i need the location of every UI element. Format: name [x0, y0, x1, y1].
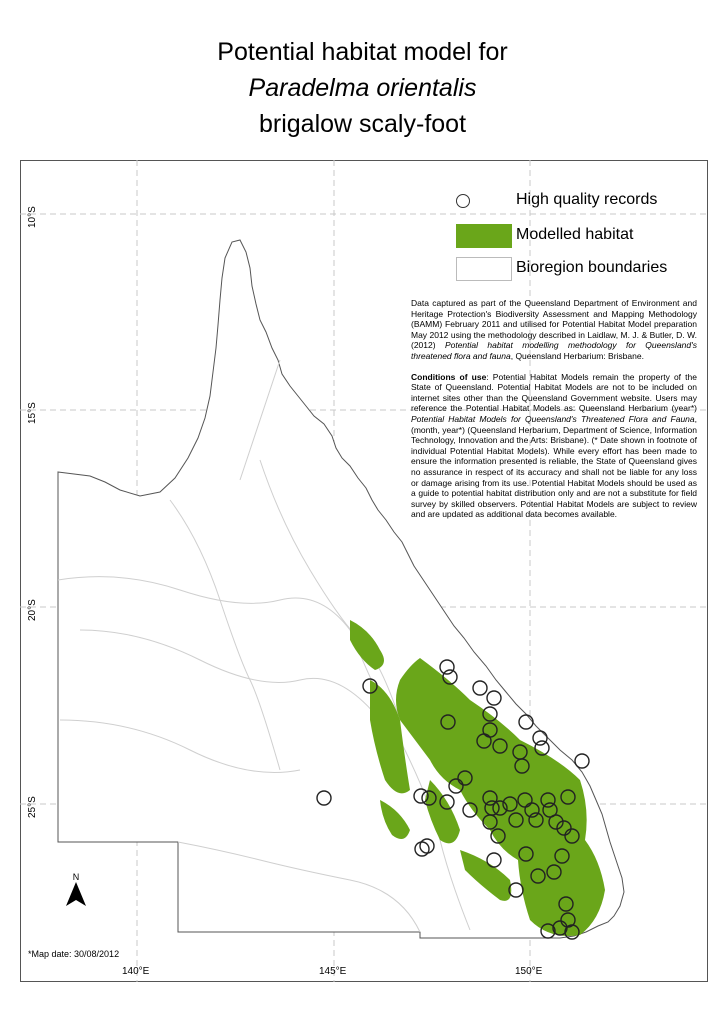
map-title: [0, 34, 725, 142]
map-canvas[interactable]: [20, 160, 708, 982]
boundary-swatch: [456, 257, 512, 281]
lon-label-145: 145°E: [319, 966, 347, 977]
conditions-of-use: Conditions of use: Potential Habitat Models remain the property of the State of Queensland. Potential Habitat Models are not to be included on internet sites other than the Queensland Government website. Users may reference the Potential Habitat Models as: Queensland Herbarium (year*) Potential Habitat Models for Queensland's Threatened Flora and Fauna, (month, year*) (Queensland Herbarium, Department of Science, Information Technology, Innovation and the Arts: Brisbane). (* Date shown in footnote of individual Potential Habitat Models). While every effort has been made to ensure the information presented is reliable, the State of Queensland gives no assurance in respect of its accuracy and shall not be liable for any loss or damage arising from its use. Potential Habitat Models should be used as a guide to potential habitat distribution only and are not a substitute for field survey by skilled observers. Potential Habitat Models are subject to review and are updated as additional data becomes available.: [411, 371, 697, 520]
legend-records-label: High quality records: [516, 191, 658, 208]
map-date: *Map date: 30/08/2012: [28, 949, 120, 959]
lat-label-10: 10°S: [27, 206, 38, 228]
title-line-1: Potential habitat model for: [217, 38, 508, 66]
data-source-note: Data captured as part of the Queensland Department of Environment and Heritage Protection's Biodiversity Assessment and Mapping Methodology (BAMM) February 2011 and utilised for Potential Habitat Model preparation May 2012 using the methodology described in Laidlaw, M. J. & Butler, D. W. (2012) Potential habitat modelling methodology for Queensland's threatened flora and fauna, Queensland Herbarium: Brisbane.: [411, 298, 697, 361]
record-point: [575, 754, 589, 768]
lat-label-20: 20°S: [27, 599, 38, 621]
legend-habitat-label: Modelled habitat: [516, 226, 634, 243]
lat-label-25: 25°S: [27, 796, 38, 818]
title-species-name: Paradelma orientalis: [248, 74, 477, 102]
lon-label-140: 140°E: [122, 966, 150, 977]
north-arrow-icon: [65, 882, 87, 908]
habitat-swatch: [456, 224, 512, 248]
conditions-heading: Conditions of use: [411, 371, 487, 382]
north-label: N: [72, 872, 80, 882]
lon-label-150: 150°E: [515, 966, 543, 977]
north-arrow: [64, 872, 88, 913]
legend-boundaries-label: Bioregion boundaries: [516, 259, 668, 276]
data-notes: [411, 298, 697, 530]
title-common-name: brigalow scaly-foot: [258, 110, 467, 138]
record-symbol-icon: [456, 194, 470, 208]
lat-label-15: 15°S: [27, 402, 38, 424]
